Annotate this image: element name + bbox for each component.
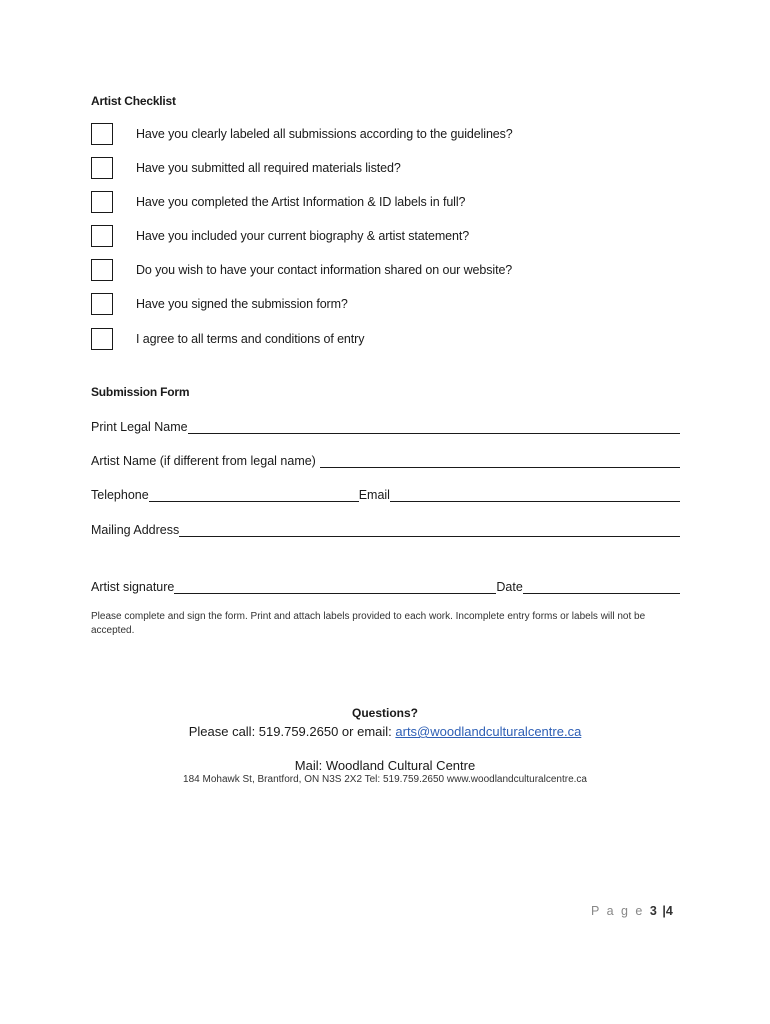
address-line: 184 Mohawk St, Brantford, ON N3S 2X2 Tel: 519.759.2650 www.woodlandculturalcentre.ca (183, 774, 587, 785)
checklist-item-label: Have you signed the submission form? (136, 297, 348, 311)
date-label: Date (496, 580, 523, 594)
checklist-item-label: Have you submitted all required materials listed? (136, 161, 401, 175)
checkbox[interactable] (91, 123, 113, 145)
legal-name-label: Print Legal Name (91, 420, 188, 434)
checkbox[interactable] (91, 259, 113, 281)
email-label: Email (358, 488, 390, 502)
page-total: 4 (665, 904, 673, 918)
mailing-address-input[interactable] (179, 522, 680, 537)
artist-name-row (91, 452, 680, 470)
checklist-item-label: Have you completed the Artist Information & ID labels in full? (136, 195, 466, 209)
checklist-item (91, 123, 691, 147)
contact-line (0, 724, 770, 739)
form-instructions: Please complete and sign the form. Print and attach labels provided to each work. Incomplete entry forms or labels will not be accepted. (91, 611, 646, 636)
email-link[interactable]: arts@woodlandculturalcentre.ca (395, 724, 582, 739)
signature-label: Artist signature (91, 580, 175, 594)
checkbox[interactable] (91, 225, 113, 247)
page-word: P a g e (591, 904, 645, 918)
legal-name-input[interactable] (188, 419, 680, 434)
checklist-item-label: Have you clearly labeled all submissions according to the guidelines? (136, 127, 513, 141)
contact-row (91, 486, 680, 504)
email-input[interactable] (390, 487, 680, 502)
checklist-item (91, 225, 691, 249)
checkbox[interactable] (91, 328, 113, 350)
checklist-item-label: Have you included your current biography & artist statement? (136, 229, 470, 243)
submission-form-title: Submission Form (91, 385, 190, 399)
questions-title: Questions? (351, 706, 418, 720)
checklist-item (91, 191, 691, 215)
artist-name-input[interactable] (320, 453, 680, 468)
telephone-label: Telephone (91, 488, 149, 502)
mailing-address-row (91, 521, 680, 539)
page-number (591, 904, 673, 918)
call-text: Please call: 519.759.2650 or email: (188, 724, 396, 739)
checkbox[interactable] (91, 191, 113, 213)
telephone-input[interactable] (149, 487, 359, 502)
artist-name-label: Artist Name (if different from legal name) (91, 454, 316, 468)
date-input[interactable] (523, 579, 680, 594)
checklist-item (91, 328, 691, 352)
checklist-item-label: I agree to all terms and conditions of entry (136, 332, 365, 346)
mailing-address-label: Mailing Address (91, 523, 180, 537)
checklist-item (91, 259, 691, 283)
checkbox[interactable] (91, 157, 113, 179)
mail-line: Mail: Woodland Cultural Centre (294, 758, 476, 773)
page-separator: | (662, 904, 666, 918)
checklist-item (91, 293, 691, 317)
checklist-title: Artist Checklist (91, 94, 176, 108)
checklist-item-label: Do you wish to have your contact information shared on our website? (136, 263, 513, 277)
legal-name-row (91, 418, 680, 436)
signature-input[interactable] (174, 579, 496, 594)
signature-row (91, 578, 680, 596)
checklist-item (91, 157, 691, 181)
checkbox[interactable] (91, 293, 113, 315)
page-current: 3 (649, 904, 657, 918)
